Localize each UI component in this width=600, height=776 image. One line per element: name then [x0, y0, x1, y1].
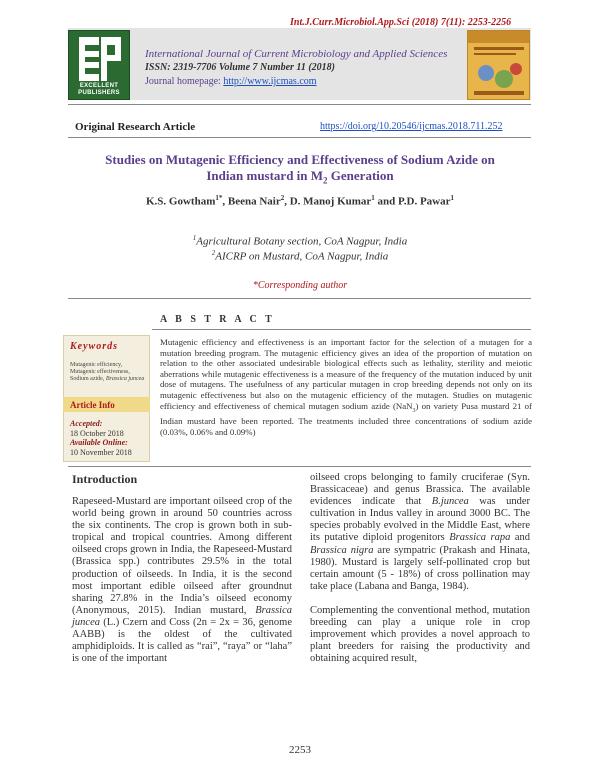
abstract-heading: A B S T R A C T [160, 314, 275, 325]
title-line-2: Indian mustard in $M_2$ Generation [206, 168, 394, 186]
keyword-item: Mutagenic effectiveness, [70, 369, 130, 375]
affiliation-divider [68, 298, 531, 299]
doi-link[interactable]: https://doi.org/10.20546/ijcmas.2018.711.252 [320, 121, 503, 132]
keywords-list [70, 362, 150, 383]
available-date: 10 November 2018 [70, 447, 132, 457]
article-dates [70, 419, 150, 457]
homepage-label: Journal homepage: [145, 76, 224, 87]
accepted-date: 18 October 2018 [70, 428, 124, 438]
article-type: Original Research Article [75, 121, 196, 133]
ep-logo-icon [75, 35, 125, 83]
keyword-item: Mutagenic efficiency, [70, 362, 123, 368]
publisher-logo [68, 30, 130, 100]
body-paragraph: Complementing the conventional method, mutation breeding can play a unique role in crop improvement which provides a novel approach to plant breeders for raising the productivity and obtaining acquired result, [310, 604, 530, 665]
logo-caption-line2: PUBLISHERS [78, 90, 120, 96]
journal-reference: Int.J.Curr.Microbiol.App.Sci (2018) 7(11): 2253-2256 [290, 17, 512, 28]
homepage-link[interactable]: http://www.ijcmas.com [223, 76, 317, 87]
title-line-1: Studies on Mutagenic Efficiency and Effectiveness of Sodium Azide on [105, 152, 495, 167]
journal-title: International Journal of Current Microbiology and Applied Sciences [145, 48, 448, 60]
available-label: Available Online: [70, 438, 128, 447]
header-divider [68, 104, 531, 105]
author-name: P.D. Pawar [398, 195, 451, 208]
corresponding-author-note: *Corresponding author [252, 280, 348, 291]
logo-caption [69, 83, 129, 97]
page-number: 2253 [289, 744, 311, 756]
accepted-label: Accepted: [70, 419, 103, 428]
author-name: K.S. Gowtham [145, 195, 216, 208]
cover-art-icon [468, 31, 530, 100]
keyword-item: Sodium azide, Brassica juncea [70, 376, 145, 382]
journal-cover-thumbnail [467, 30, 530, 100]
article-info-heading: Article Info [70, 400, 115, 410]
body-paragraph: oilseed crops belonging to family cruciferae (Syn. Brassicaceae) and genus Brassica. The available evidences indicate that B.juncea was under cultivation in Indus valley in around 3000 BC. The species probably evolved in the Middle East, where its putative diploid progenitors Brassica rapa and Brassica nigra are sympatric (Prakash and Hinata, 1980). Mustard is largely self-pollinated crop but certain amount (5 - 18%) of cross pollination may take place (Labana and Banga, 1984). [310, 472, 530, 592]
article-title [60, 152, 540, 189]
author-name: D. Manoj Kumar [289, 195, 372, 208]
journal-homepage [145, 76, 317, 87]
title-divider [68, 137, 531, 138]
keywords-heading: Keywords [70, 341, 118, 352]
body-column-left [72, 496, 292, 677]
author-name: Beena Nair [227, 195, 281, 208]
body-paragraph: Rapeseed-Mustard are important oilseed crop of the world being grown in around 50 countries across the six continents. The crop is grown both in sub-tropical and tropical countries. Among different oilseed crops grown in India, the Rapeseed-Mustard (Brassica spp.) contributes 29.5% in the total production of oilseeds. In India, it is the second most important edible oilseed after groundnut sharing 27.8% in the India’s oilseed economy (Anonymous, 2015). Indian mustard, Brassica juncea (L.) Czern and Coss (2n = 2x = 36, genome AABB) is the oldest of the cultivated amphidiploids. It is called as “rai”, “raya” or “laha” is one of the important [72, 496, 292, 665]
logo-caption-line1: EXCELLENT [79, 83, 119, 89]
affiliation-1: $^1$Agricultural Botany section, CoA Nagpur, India [192, 234, 408, 248]
body-column-right [310, 472, 530, 677]
abstract-bottom-divider [68, 466, 531, 467]
abstract-divider [152, 329, 531, 330]
issn-line: ISSN: 2319-7706 Volume 7 Number 11 (2018) [145, 62, 336, 73]
author-list: K.S. Gowtham$^{1*}$, Beena Nair$^2$, D. Manoj Kumar$^1$ and P.D. Pawar$^1$ [145, 194, 454, 208]
introduction-heading: Introduction [72, 472, 138, 486]
abstract-text: Mutagenic efficiency and effectiveness is an important factor for the selection of a mutagen for a mutation breeding program. The mutagenic efficiency gives an idea of the proportion of mutation on relation to the other associated undesirable biological effects such as lethality, sterility and meiotic aberrations while mutagenic effectiveness is a measure of the frequency of the mutation induced by unit dose of mutagens. The usefulness of any particular mutagen in crop breeding depends not only on its mutagenic effectiveness but also on the mutagenic efficiency of the mutagen. Studies on mutagenic efficiency and effectiveness of chemical mutagen sodium azide (NaN$_3$) on variety Pusa mustard 21 of Indian mustard have been reported. The treatments included three concentrations of sodium azide (0.03%, 0.06% and 0.09%) [160, 337, 532, 437]
affiliation-2: $^2$AICRP on Mustard, CoA Nagpur, India [211, 249, 389, 263]
